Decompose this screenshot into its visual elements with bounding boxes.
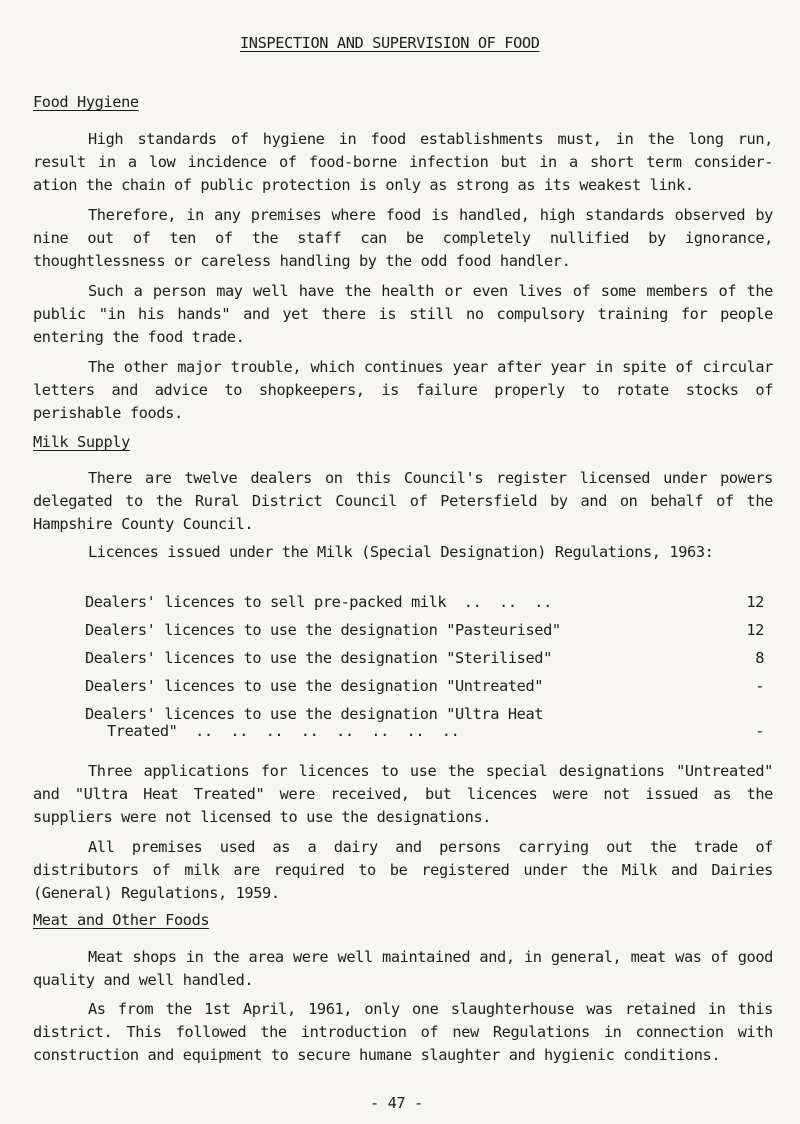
paragraph: The other major trouble, which continues year after year in spite of circular letters and advice to shopkeepers, is failure properly to rotate stocks of perishable foods. [33,358,773,422]
licence-row-label: Dealers' licences to use the designation "Sterilised" [85,649,552,667]
licences-intro: Licences issued under the Milk (Special Designation) Regulations, 1963: [88,543,714,561]
page-number: - 47 - [370,1094,423,1112]
licence-row-value: - [755,677,764,695]
page-title: INSPECTION AND SUPERVISION OF FOOD [240,34,540,52]
heading-food-hygiene: Food Hygiene [33,93,139,111]
licence-row-label: Dealers' licences to use the designation "Pasteurised" [85,621,561,639]
paragraph: Meat shops in the area were well maintained and, in general, meat was of good quality and well handled. [33,948,773,989]
paragraph: All premises used as a dairy and persons carrying out the trade of distributors of milk are required to be registered under the Milk and Dairies (General) Regulations, 1959. [33,838,773,902]
licence-row-label: Dealers' licences to use the designation "Ultra Heat [85,705,544,723]
licence-row-label: Dealers' licences to use the designation "Untreated" [85,677,544,695]
paragraph: There are twelve dealers on this Council's register licensed under powers delegated to the Rural District Council of Petersfield by and on behalf of the Hampshire County Council. [33,469,773,533]
heading-meat-and-other-foods: Meat and Other Foods [33,911,210,929]
paragraph: Three applications for licences to use the special designations "Untreated" and "Ultra Heat Treated" were received, but licences were not issued as the suppliers were not licensed to use the designations. [33,762,773,826]
paragraph: Such a person may well have the health or even lives of some members of the public "in his hands" and yet there is still no compulsory training for people entering the food trade. [33,282,773,346]
licence-row-value: 8 [755,649,764,667]
paragraph: Therefore, in any premises where food is handled, high standards observed by nine out of ten of the staff can be completely nullified by ignorance, thoughtlessness or careless handling by the odd food handler. [33,206,773,270]
paragraph: High standards of hygiene in food establishments must, in the long run, result in a low incidence of food-borne infection but in a short term consider- ation the chain of public protection is only as strong as its weakest link. [33,130,773,194]
licence-row-value: 12 [746,621,764,639]
licence-row-label-continued: Treated" .. .. .. .. .. .. .. .. [107,722,460,740]
paragraph: As from the 1st April, 1961, only one slaughterhouse was retained in this district. This followed the introduction of new Regulations in connection with construction and equipment to secure humane slaughter and hygienic conditions. [33,1000,773,1064]
heading-milk-supply: Milk Supply [33,433,130,451]
licence-row-label: Dealers' licences to sell pre-packed milk .. .. .. [85,593,552,611]
licence-row-value: - [755,722,764,740]
licence-row-value: 12 [746,593,764,611]
